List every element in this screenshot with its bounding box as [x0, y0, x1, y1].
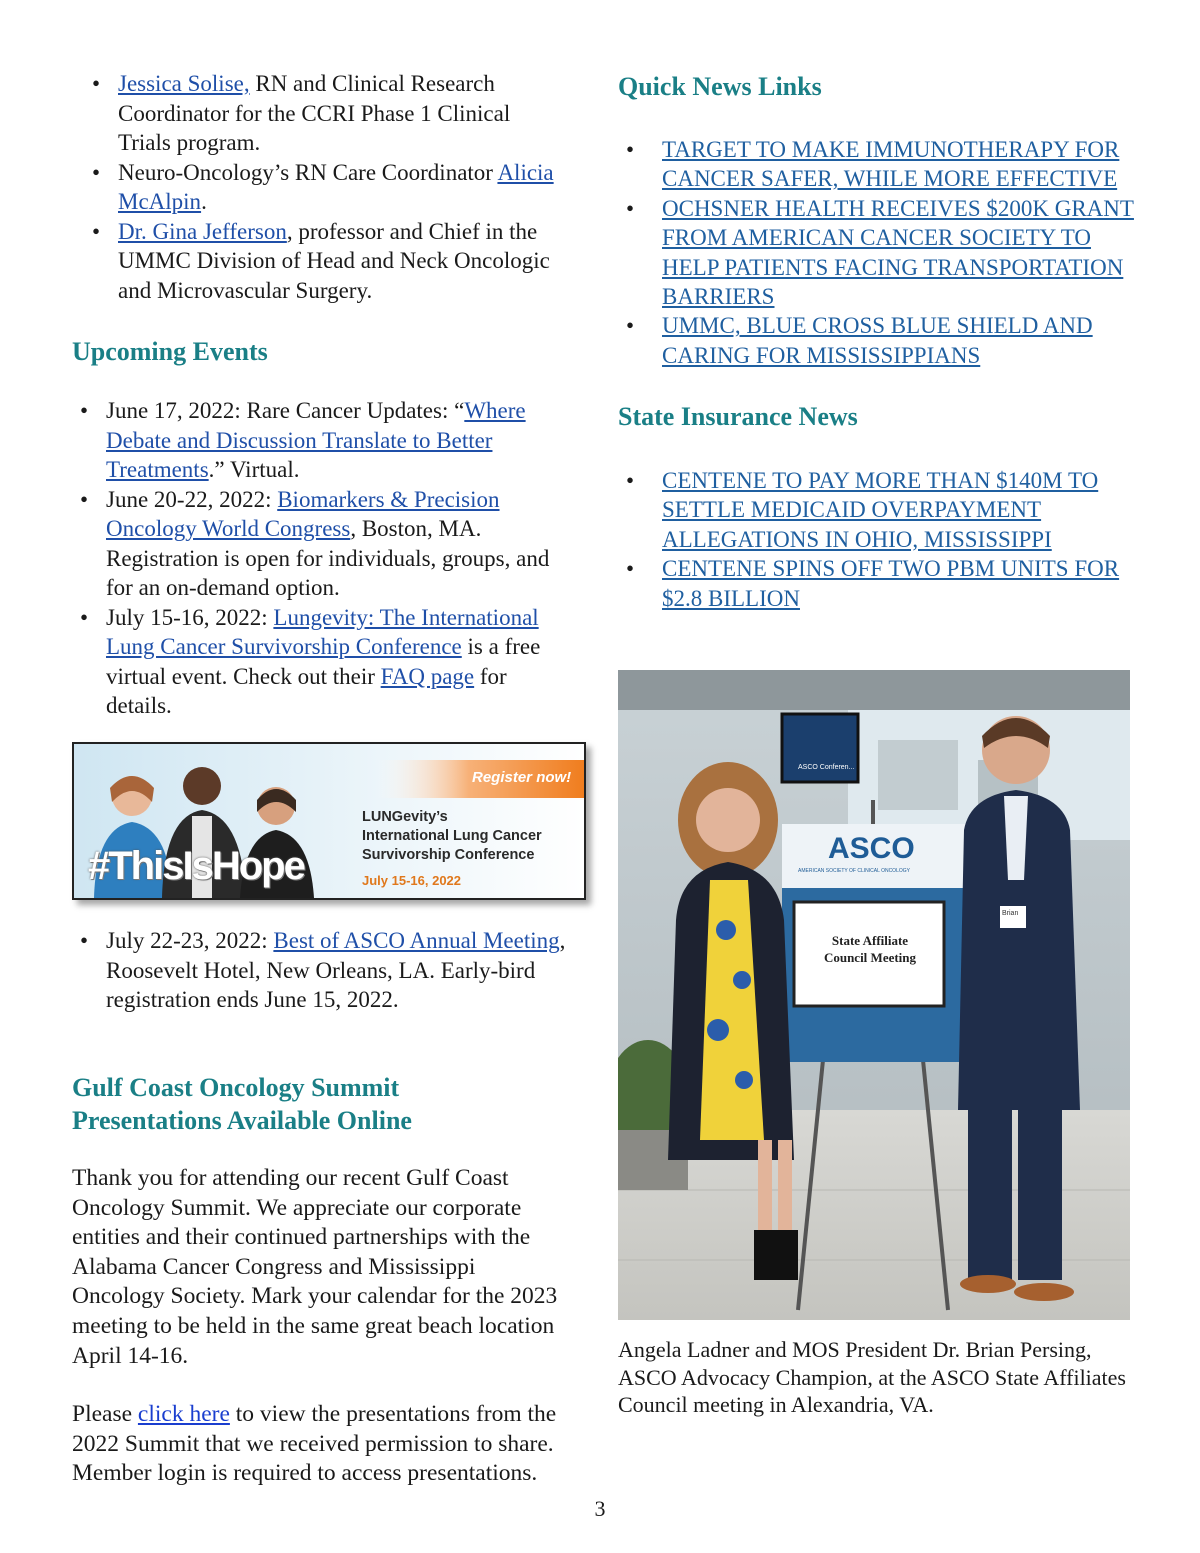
- list-item: [618, 554, 1138, 613]
- list-item: • Neuro-Oncology’s RN Care Coordinator Alicia McAlpin.: [84, 158, 554, 217]
- list-item: [618, 135, 1138, 194]
- asco-logo-text: ASCO: [828, 832, 915, 865]
- lungevity-banner[interactable]: [72, 742, 586, 900]
- summit-paragraph-2: Please click here to view the presentations from the 2022 Summit that we received permission to share. Member login is required to access presentations.: [72, 1401, 557, 1487]
- list-item: • July 22-23, 2022: Best of ASCO Annual Meeting, Roosevelt Hotel, New Orleans, LA. Early-bird registration ends June 15, 2022.: [72, 926, 567, 1015]
- list-item: • June 17, 2022: Rare Cancer Updates: “Where Debate and Discussion Translate to Better Treatments.” Virtual.: [72, 396, 562, 485]
- photo-graphic: [618, 670, 1130, 1320]
- event-link[interactable]: Where Debate and Discussion Translate to Better Treatments: [106, 398, 526, 482]
- list-item: [618, 194, 1138, 312]
- asco-meeting-photo: [618, 670, 1130, 1320]
- news-link[interactable]: CENTENE SPINS OFF TWO PBM UNITS FOR $2.8 BILLION: [662, 556, 1120, 611]
- state-insurance-heading: State Insurance News: [618, 402, 858, 431]
- click-here-link[interactable]: click here: [137, 1401, 230, 1427]
- page-number: 3: [594, 1496, 606, 1521]
- list-item: • Jessica Solise, RN and Clinical Research Coordinator for the CCRI Phase 1 Clinical Trials program.: [84, 69, 554, 158]
- event-link[interactable]: Best of ASCO Annual Meeting: [273, 928, 560, 953]
- event-link[interactable]: Biomarkers & Precision Oncology World Congress: [106, 486, 500, 541]
- news-link[interactable]: UMMC, BLUE CROSS BLUE SHIELD AND CARING FOR MISSISSIPPIANS: [662, 313, 1093, 368]
- quick-news-list: [618, 135, 1138, 370]
- banner-hashtag: #ThisIsHope: [88, 844, 304, 888]
- photo-caption: Angela Ladner and MOS President Dr. Brian Persing, ASCO Advocacy Champion, at the ASCO State Affiliates Council meeting in Alexandria, VA.: [618, 1337, 1126, 1417]
- quick-news-heading: Quick News Links: [618, 72, 822, 101]
- name-badge-text: Brian: [1002, 910, 1019, 917]
- summit-paragraph: Thank you for attending our recent Gulf Coast Oncology Summit. We appreciate our corporate entities and their continued partnerships with the Alabama Cancer Congress and Mississippi Oncology Society. Mark your calendar for the 2023 meeting to be held in the same great beach location April 14-16.: [72, 1165, 558, 1369]
- screen-text: ASCO Conferen...: [798, 764, 855, 771]
- register-now-label: Register now!: [472, 769, 572, 786]
- banner-title: LUNGevity’s International Lung Cancer Survivorship Conference: [362, 809, 542, 863]
- meeting-sign: State Affiliate Council Meeting: [823, 933, 917, 965]
- list-item: [618, 466, 1138, 554]
- list-item: • June 20-22, 2022: Biomarkers & Precision Oncology World Congress, Boston, MA. Registration is open for individuals, groups, and for an on-demand option.: [72, 485, 562, 603]
- summit-heading: Gulf Coast Oncology Summit Presentations Available Online: [72, 1073, 412, 1135]
- faq-link[interactable]: FAQ page: [380, 663, 475, 689]
- list-item: • July 15-16, 2022: Lungevity: The International Lung Cancer Survivorship Conference is a free virtual event. Check out their FAQ page for details.: [72, 603, 562, 721]
- staff-link[interactable]: Dr. Gina Jefferson: [118, 218, 287, 244]
- upcoming-events-heading: Upcoming Events: [72, 337, 268, 366]
- events-list: [72, 396, 562, 721]
- list-item: [618, 311, 1138, 370]
- event-link[interactable]: Lungevity: The International Lung Cancer Survivorship Conference: [106, 604, 539, 659]
- staff-link[interactable]: Alicia McAlpin: [118, 159, 554, 214]
- list-item: • Dr. Gina Jefferson, professor and Chief in the UMMC Division of Head and Neck Oncologic and Microvascular Surgery.: [84, 217, 554, 306]
- events-list-continued: [72, 926, 567, 1015]
- staff-link[interactable]: Jessica Solise,: [118, 71, 250, 96]
- news-link[interactable]: OCHSNER HEALTH RECEIVES $200K GRANT FROM AMERICAN CANCER SOCIETY TO HELP PATIENTS FACING TRANSPORTATION BARRIERS: [662, 195, 1134, 310]
- news-link[interactable]: CENTENE TO PAY MORE THAN $140M TO SETTLE MEDICAID OVERPAYMENT ALLEGATIONS IN OHIO, MISSISSIPPI: [662, 468, 1099, 552]
- insurance-news-list: [618, 466, 1138, 613]
- banner-dates: July 15-16, 2022: [362, 873, 462, 888]
- asco-logo-subtext: AMERICAN SOCIETY OF CLINICAL ONCOLOGY: [798, 868, 910, 874]
- news-link[interactable]: TARGET TO MAKE IMMUNOTHERAPY FOR CANCER SAFER, WHILE MORE EFFECTIVE: [662, 137, 1120, 192]
- staff-list: [84, 69, 554, 305]
